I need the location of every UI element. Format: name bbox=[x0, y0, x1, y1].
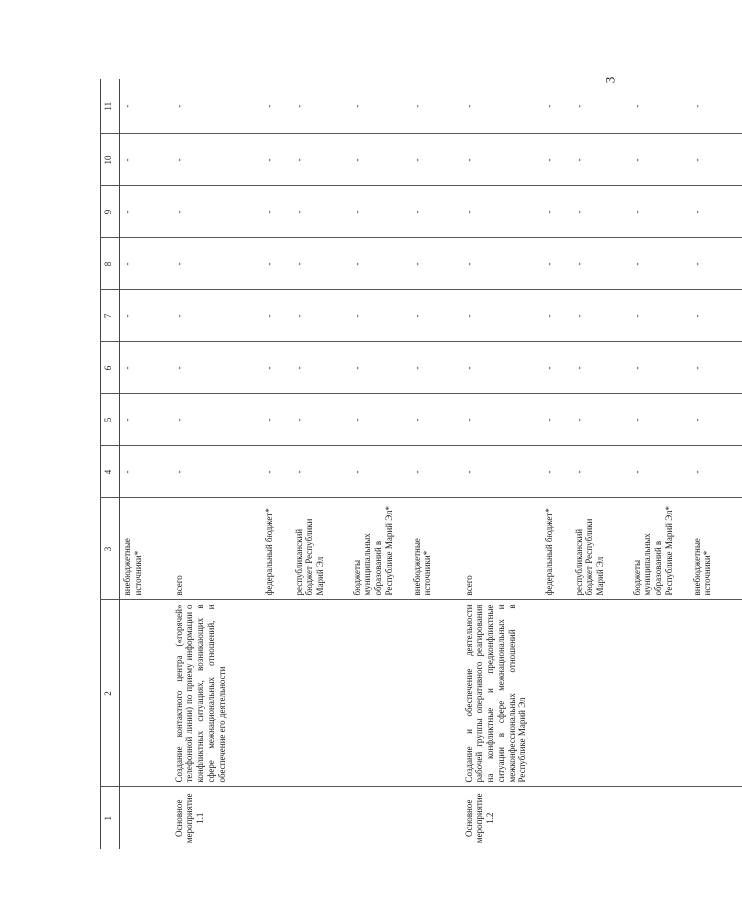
value-cell: - bbox=[462, 134, 542, 186]
value-cell: - bbox=[410, 238, 462, 290]
value-cell: - bbox=[631, 104, 642, 108]
funding-source-cell: внебюджетные источники* bbox=[410, 498, 462, 600]
table-row bbox=[630, 79, 690, 849]
value-cell: - bbox=[292, 238, 350, 290]
column-header-3: 3 bbox=[101, 498, 120, 600]
value-cell: - bbox=[542, 290, 572, 342]
value-cell: - bbox=[630, 290, 690, 342]
funding-source-cell: федеральный бюджет* bbox=[542, 498, 572, 600]
value-cell: - bbox=[120, 394, 172, 446]
value-cell: - bbox=[542, 394, 572, 446]
value-cell: - bbox=[292, 186, 350, 238]
table-row bbox=[410, 79, 462, 849]
value-cell: - bbox=[172, 186, 262, 238]
activity-cell bbox=[120, 787, 172, 849]
description-cell bbox=[350, 600, 410, 787]
value-cell: - bbox=[351, 104, 362, 108]
value-cell: - bbox=[172, 394, 262, 446]
value-cell: - bbox=[120, 446, 172, 498]
value-cell: - bbox=[572, 342, 630, 394]
budget-table-sheet bbox=[100, 79, 713, 849]
activity-cell bbox=[410, 787, 462, 849]
description-cell bbox=[542, 600, 572, 787]
column-header-8: 8 bbox=[101, 238, 120, 290]
value-cell: - bbox=[262, 238, 292, 290]
activity-cell bbox=[542, 787, 572, 849]
value-cell: - bbox=[262, 394, 292, 446]
value-cell: - bbox=[172, 342, 262, 394]
value-cell: - bbox=[690, 238, 742, 290]
description-cell bbox=[630, 600, 690, 787]
value-cell: - bbox=[120, 342, 172, 394]
value-cell: - bbox=[690, 394, 742, 446]
column-header-9: 9 bbox=[101, 186, 120, 238]
funding-source-cell: бюджеты муниципальных образований в Республике Марий Эл* bbox=[350, 498, 410, 600]
value-cell: - bbox=[691, 104, 702, 108]
column-header-6: 6 bbox=[101, 342, 120, 394]
description-cell: Создание контактного центра («горячей» телефонной линии) по приему информации о конфликтных ситуациях, возникающих в сфере межнациональных отношений, и обеспечение его деятельности bbox=[172, 600, 262, 787]
value-cell: - bbox=[120, 134, 172, 186]
value-cell: - bbox=[630, 394, 690, 446]
value-cell: - bbox=[410, 342, 462, 394]
description-cell bbox=[572, 600, 630, 787]
value-cell: - bbox=[572, 290, 630, 342]
value-cell: - bbox=[350, 238, 410, 290]
funding-source-cell: республиканский бюджет Республики Марий Эл bbox=[572, 498, 630, 600]
funding-source-cell: всего bbox=[172, 498, 262, 600]
value-cell: - bbox=[262, 342, 292, 394]
funding-source-cell: федеральный бюджет* bbox=[262, 498, 292, 600]
value-cell: - bbox=[572, 186, 630, 238]
value-cell: - bbox=[410, 186, 462, 238]
value-cell: - bbox=[410, 394, 462, 446]
funding-source-cell: внебюджетные источники* bbox=[690, 498, 742, 600]
table-row bbox=[690, 79, 742, 849]
value-cell: - bbox=[542, 186, 572, 238]
value-cell: - bbox=[350, 186, 410, 238]
description-cell bbox=[292, 600, 350, 787]
value-cell: - bbox=[122, 104, 132, 108]
value-cell: - bbox=[350, 342, 410, 394]
value-cell: - bbox=[172, 238, 262, 290]
value-cell: - bbox=[630, 134, 690, 186]
funding-source-cell: всего bbox=[462, 498, 542, 600]
value-cell: - bbox=[572, 446, 630, 498]
table-row bbox=[120, 79, 172, 849]
value-cell: - bbox=[690, 342, 742, 394]
value-cell: - bbox=[292, 394, 350, 446]
column-header-11: 11 bbox=[101, 79, 120, 134]
value-cell: - bbox=[410, 446, 462, 498]
value-cell: - bbox=[262, 290, 292, 342]
value-cell: - bbox=[542, 238, 572, 290]
value-cell: - bbox=[120, 238, 172, 290]
value-cell: - bbox=[410, 134, 462, 186]
rotated-page-area bbox=[100, 79, 713, 849]
value-cell: - bbox=[542, 342, 572, 394]
value-cell: - bbox=[542, 446, 572, 498]
value-cell: - bbox=[350, 446, 410, 498]
value-cell: - bbox=[292, 342, 350, 394]
value-cell: - bbox=[542, 134, 572, 186]
value-cell: - bbox=[572, 394, 630, 446]
header-row bbox=[101, 79, 120, 849]
value-cell: - bbox=[630, 446, 690, 498]
value-cell: - bbox=[350, 394, 410, 446]
value-cell: - bbox=[293, 104, 304, 108]
value-cell: - bbox=[350, 134, 410, 186]
description-cell bbox=[120, 600, 172, 787]
value-cell: - bbox=[172, 446, 262, 498]
column-header-1: 1 bbox=[101, 787, 120, 849]
table-row bbox=[542, 79, 572, 849]
table-row bbox=[350, 79, 410, 849]
table-body bbox=[120, 76, 742, 849]
value-cell: - bbox=[462, 446, 542, 498]
budget-table bbox=[100, 76, 742, 849]
value-cell: - bbox=[630, 186, 690, 238]
activity-cell bbox=[292, 787, 350, 849]
page-number: 3 bbox=[602, 76, 618, 84]
value-cell: - bbox=[262, 186, 292, 238]
value-cell: - bbox=[630, 342, 690, 394]
value-cell: - bbox=[350, 290, 410, 342]
table-row bbox=[572, 79, 630, 849]
table-row bbox=[262, 79, 292, 849]
column-header-7: 7 bbox=[101, 290, 120, 342]
column-header-10: 10 bbox=[101, 134, 120, 186]
column-header-4: 4 bbox=[101, 446, 120, 498]
value-cell: - bbox=[462, 290, 542, 342]
value-cell: - bbox=[690, 186, 742, 238]
value-cell: - bbox=[690, 134, 742, 186]
value-cell: - bbox=[462, 238, 542, 290]
description-cell: Создание и обеспечение деятельности рабочей группы оперативного реагирования на конфликтные и предконфликтные ситуации в сфере межнациональных и межконфессиональных отношений в Республике Марий Эл bbox=[462, 600, 542, 787]
value-cell: - bbox=[462, 394, 542, 446]
value-cell: - bbox=[292, 446, 350, 498]
activity-cell: Основное мероприятие 1.2 bbox=[462, 787, 542, 849]
table-row bbox=[292, 79, 350, 849]
value-cell: - bbox=[630, 238, 690, 290]
funding-source-cell: бюджеты муниципальных образований в Республике Марий Эл* bbox=[630, 498, 690, 600]
value-cell: - bbox=[573, 104, 584, 108]
value-cell: - bbox=[262, 446, 292, 498]
value-cell: - bbox=[462, 186, 542, 238]
value-cell: - bbox=[462, 342, 542, 394]
description-cell bbox=[690, 600, 742, 787]
activity-cell bbox=[630, 787, 690, 849]
activity-cell bbox=[262, 787, 292, 849]
value-cell: - bbox=[292, 290, 350, 342]
value-cell: - bbox=[292, 134, 350, 186]
description-cell bbox=[410, 600, 462, 787]
value-cell: - bbox=[263, 104, 274, 108]
value-cell: - bbox=[463, 104, 474, 108]
table-row bbox=[172, 79, 262, 849]
value-cell: - bbox=[572, 238, 630, 290]
value-cell: - bbox=[410, 290, 462, 342]
column-header-2: 2 bbox=[101, 600, 120, 787]
funding-source-cell: внебюджетные источники* bbox=[120, 498, 172, 600]
value-cell: - bbox=[173, 104, 184, 108]
activity-cell bbox=[572, 787, 630, 849]
activity-cell: Основное мероприятие 1.1 bbox=[172, 787, 262, 849]
value-cell: - bbox=[120, 290, 172, 342]
funding-source-cell: республиканский бюджет Республики Марий Эл bbox=[292, 498, 350, 600]
value-cell: - bbox=[262, 134, 292, 186]
value-cell: - bbox=[172, 290, 262, 342]
activity-cell bbox=[350, 787, 410, 849]
table-row bbox=[462, 79, 542, 849]
value-cell: - bbox=[690, 290, 742, 342]
column-header-5: 5 bbox=[101, 394, 120, 446]
description-cell bbox=[262, 600, 292, 787]
value-cell: - bbox=[120, 186, 172, 238]
value-cell: - bbox=[411, 104, 422, 108]
value-cell: - bbox=[572, 134, 630, 186]
value-cell: - bbox=[690, 446, 742, 498]
value-cell: - bbox=[543, 104, 554, 108]
value-cell: - bbox=[172, 134, 262, 186]
activity-cell bbox=[690, 787, 742, 849]
